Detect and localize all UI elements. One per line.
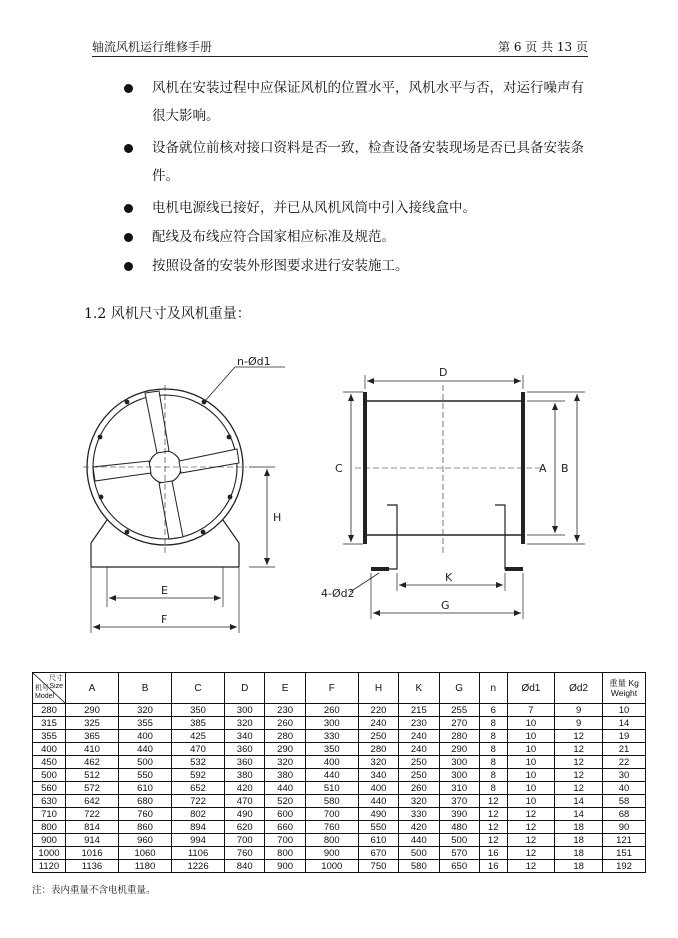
column-header: Ød1 (507, 673, 555, 704)
table-cell: 12 (555, 730, 603, 743)
weight-header-cn: 重量 Kg (609, 678, 639, 688)
table-cell: 215 (399, 704, 439, 717)
table-cell: 800 (305, 834, 358, 847)
table-cell: 490 (225, 808, 265, 821)
table-cell: 660 (265, 821, 305, 834)
section-title: 1.2 风机尺寸及风机重量： (84, 306, 251, 322)
table-cell: 380 (225, 769, 265, 782)
table-cell: 260 (305, 704, 358, 717)
table-cell: 500 (439, 834, 479, 847)
table-cell: 610 (119, 782, 172, 795)
table-cell: 19 (603, 730, 646, 743)
table-cell: 250 (358, 730, 398, 743)
corner-header-cell (33, 673, 66, 704)
table-cell: 8 (479, 717, 507, 730)
table-cell: 700 (305, 808, 358, 821)
table-cell: 240 (399, 743, 439, 756)
list-item: 设备就位前核对接口资料是否一致，检查设备安装现场是否已具备安装条件。 (124, 134, 594, 190)
table-cell: 22 (603, 756, 646, 769)
table-cell: 385 (172, 717, 225, 730)
column-header: B (119, 673, 172, 704)
table-cell: 16 (479, 860, 507, 873)
table-cell: 1016 (66, 847, 119, 860)
table-cell: 12 (507, 808, 555, 821)
table-cell: 420 (399, 821, 439, 834)
table-cell: 360 (225, 756, 265, 769)
label-n-d1: n-Ød1 (237, 355, 271, 368)
list-item: 电机电源线已接好，并已从风机风筒中引入接线盒中。 (124, 194, 594, 222)
table-cell: 722 (66, 808, 119, 821)
table-cell: 400 (305, 756, 358, 769)
table-cell: 40 (603, 782, 646, 795)
column-header: D (225, 673, 265, 704)
table-cell: 470 (225, 795, 265, 808)
table-cell: 12 (555, 756, 603, 769)
table-cell: 420 (225, 782, 265, 795)
table-cell: 151 (603, 847, 646, 860)
table-cell: 1226 (172, 860, 225, 873)
table-cell: 520 (265, 795, 305, 808)
table-cell: 325 (66, 717, 119, 730)
table-cell: 700 (265, 834, 305, 847)
table-cell: 570 (439, 847, 479, 860)
list-item: 配线及布线应符合国家相应标准及规范。 (124, 223, 594, 251)
table-cell: 480 (439, 821, 479, 834)
table-cell: 10 (507, 756, 555, 769)
table-cell: 900 (305, 847, 358, 860)
table-cell: 440 (119, 743, 172, 756)
table-cell: 230 (399, 717, 439, 730)
side-view (343, 375, 585, 619)
table-cell: 440 (265, 782, 305, 795)
model-cell: 315 (33, 717, 66, 730)
table-cell: 9 (555, 717, 603, 730)
label-k: K (445, 571, 453, 584)
table-cell: 700 (225, 834, 265, 847)
table-cell: 600 (265, 808, 305, 821)
model-cell: 400 (33, 743, 66, 756)
label-g: G (441, 599, 450, 612)
table-header-row (33, 673, 646, 704)
table-cell: 550 (358, 821, 398, 834)
table-cell: 1000 (305, 860, 358, 873)
table-cell: 10 (507, 795, 555, 808)
table-cell: 355 (119, 717, 172, 730)
table-cell: 670 (358, 847, 398, 860)
table-cell: 192 (603, 860, 646, 873)
table-cell: 10 (507, 743, 555, 756)
table-cell: 12 (555, 769, 603, 782)
table-cell: 360 (225, 743, 265, 756)
table-cell: 370 (439, 795, 479, 808)
front-view (83, 367, 285, 633)
model-cell: 1000 (33, 847, 66, 860)
table-cell: 320 (399, 795, 439, 808)
table-cell: 12 (479, 795, 507, 808)
table-cell: 410 (66, 743, 119, 756)
table-cell: 290 (66, 704, 119, 717)
table-cell: 14 (555, 795, 603, 808)
column-header: A (66, 673, 119, 704)
table-cell: 680 (119, 795, 172, 808)
table-row (33, 834, 646, 847)
table-cell: 280 (265, 730, 305, 743)
table-cell: 440 (399, 834, 439, 847)
table-cell: 320 (358, 756, 398, 769)
table-cell: 840 (225, 860, 265, 873)
table-cell: 310 (439, 782, 479, 795)
table-cell: 760 (119, 808, 172, 821)
table-cell: 21 (603, 743, 646, 756)
table-cell: 250 (399, 756, 439, 769)
table-cell: 12 (507, 821, 555, 834)
label-c: C (335, 462, 343, 475)
weight-header-en: Weight (610, 688, 638, 698)
table-cell: 760 (305, 821, 358, 834)
table-cell: 365 (66, 730, 119, 743)
table-cell: 12 (555, 782, 603, 795)
table-cell: 425 (172, 730, 225, 743)
table-cell: 255 (439, 704, 479, 717)
table-cell: 12 (507, 847, 555, 860)
table-body (33, 704, 646, 873)
table-cell: 12 (507, 860, 555, 873)
table-cell: 580 (305, 795, 358, 808)
column-header: n (479, 673, 507, 704)
table-cell: 750 (358, 860, 398, 873)
table-cell: 270 (439, 717, 479, 730)
table-cell: 440 (305, 769, 358, 782)
table-cell: 580 (399, 860, 439, 873)
install-notes-list (124, 74, 594, 280)
label-d: D (439, 366, 448, 379)
table-cell: 652 (172, 782, 225, 795)
column-header: F (305, 673, 358, 704)
table-cell: 914 (66, 834, 119, 847)
table-cell: 8 (479, 782, 507, 795)
model-cell: 355 (33, 730, 66, 743)
table-cell: 320 (265, 756, 305, 769)
table-cell: 860 (119, 821, 172, 834)
table-cell: 300 (225, 704, 265, 717)
table-cell: 280 (439, 730, 479, 743)
model-cell: 560 (33, 782, 66, 795)
table-cell: 610 (358, 834, 398, 847)
table-cell: 320 (119, 704, 172, 717)
table-cell: 12 (479, 834, 507, 847)
table-cell: 900 (265, 860, 305, 873)
table-cell: 400 (358, 782, 398, 795)
table-row (33, 821, 646, 834)
table-cell: 500 (399, 847, 439, 860)
table-cell: 18 (555, 821, 603, 834)
table-cell: 240 (399, 730, 439, 743)
table-cell: 58 (603, 795, 646, 808)
table-cell: 7 (507, 704, 555, 717)
table-cell: 1136 (66, 860, 119, 873)
table-cell: 10 (507, 782, 555, 795)
column-header: K (399, 673, 439, 704)
table-cell: 230 (265, 704, 305, 717)
table-cell: 10 (603, 704, 646, 717)
table-cell: 6 (479, 704, 507, 717)
corner-size-en: Size (49, 683, 63, 690)
table-cell: 8 (479, 756, 507, 769)
table-cell: 340 (225, 730, 265, 743)
model-cell: 280 (33, 704, 66, 717)
fan-spec-table (32, 672, 646, 873)
table-cell: 90 (603, 821, 646, 834)
table-cell: 14 (603, 717, 646, 730)
table-row (33, 756, 646, 769)
table-cell: 350 (305, 743, 358, 756)
table-cell: 1106 (172, 847, 225, 860)
table-cell: 280 (358, 743, 398, 756)
table-cell: 400 (119, 730, 172, 743)
table-cell: 12 (479, 808, 507, 821)
table-row (33, 782, 646, 795)
table-cell: 320 (225, 717, 265, 730)
table-row (33, 847, 646, 860)
table-cell: 290 (439, 743, 479, 756)
table-cell: 8 (479, 769, 507, 782)
table-cell: 642 (66, 795, 119, 808)
manual-title: 轴流风机运行维修手册 (92, 40, 213, 54)
table-cell: 260 (399, 782, 439, 795)
corner-size-cn: 尺寸 (49, 675, 63, 682)
table-cell: 250 (399, 769, 439, 782)
table-cell: 800 (265, 847, 305, 860)
table-row (33, 717, 646, 730)
table-cell: 8 (479, 730, 507, 743)
table-cell: 240 (358, 717, 398, 730)
table-cell: 650 (439, 860, 479, 873)
table-cell: 18 (555, 847, 603, 860)
table-cell: 550 (119, 769, 172, 782)
table-cell: 8 (479, 743, 507, 756)
table-row (33, 795, 646, 808)
label-a: A (539, 462, 547, 475)
label-4-d2: 4-Ød2 (321, 587, 355, 600)
label-f: F (161, 613, 168, 626)
table-cell: 814 (66, 821, 119, 834)
table-row (33, 743, 646, 756)
table-cell: 510 (305, 782, 358, 795)
corner-model-en: Model (35, 693, 55, 700)
table-row (33, 808, 646, 821)
table-cell: 350 (172, 704, 225, 717)
table-cell: 1060 (119, 847, 172, 860)
label-h: H (273, 511, 282, 524)
weight-header (603, 673, 646, 704)
table-cell: 462 (66, 756, 119, 769)
table-cell: 68 (603, 808, 646, 821)
table-cell: 260 (265, 717, 305, 730)
list-item: 按照设备的安装外形图要求进行安装施工。 (124, 252, 594, 280)
label-e: E (161, 584, 168, 597)
table-cell: 894 (172, 821, 225, 834)
column-header: E (265, 673, 305, 704)
page-header (92, 38, 588, 57)
table-cell: 10 (507, 730, 555, 743)
list-item: 风机在安装过程中应保证风机的位置水平，风机水平与否，对运行噪声有很大影响。 (124, 74, 594, 130)
table-cell: 722 (172, 795, 225, 808)
table-cell: 121 (603, 834, 646, 847)
table-cell: 18 (555, 860, 603, 873)
table-cell: 572 (66, 782, 119, 795)
table-cell: 9 (555, 704, 603, 717)
table-cell: 330 (399, 808, 439, 821)
table-cell: 290 (265, 743, 305, 756)
column-header: C (172, 673, 225, 704)
table-cell: 532 (172, 756, 225, 769)
page-number: 第 6 页 共 13 页 (498, 40, 588, 54)
table-cell: 1180 (119, 860, 172, 873)
table-cell: 802 (172, 808, 225, 821)
table-note: 注：表内重量不含电机重量。 (32, 885, 156, 896)
table-cell: 760 (225, 847, 265, 860)
table-cell: 12 (555, 743, 603, 756)
table-cell: 300 (439, 769, 479, 782)
model-cell: 500 (33, 769, 66, 782)
fan-dimension-drawing (75, 345, 595, 635)
table-cell: 490 (358, 808, 398, 821)
table-cell: 960 (119, 834, 172, 847)
model-cell: 630 (33, 795, 66, 808)
table-cell: 330 (305, 730, 358, 743)
table-row (33, 704, 646, 717)
table-cell: 340 (358, 769, 398, 782)
model-cell: 900 (33, 834, 66, 847)
column-header: Ød2 (555, 673, 603, 704)
model-cell: 450 (33, 756, 66, 769)
table-cell: 380 (265, 769, 305, 782)
table-row (33, 730, 646, 743)
table-cell: 500 (119, 756, 172, 769)
table-cell: 592 (172, 769, 225, 782)
label-b: B (561, 462, 569, 475)
table-cell: 12 (479, 821, 507, 834)
table-row (33, 860, 646, 873)
table-cell: 440 (358, 795, 398, 808)
column-header: G (439, 673, 479, 704)
table-cell: 994 (172, 834, 225, 847)
table-cell: 512 (66, 769, 119, 782)
corner-model-cn: 机号 (35, 685, 49, 692)
table-row (33, 769, 646, 782)
table-cell: 30 (603, 769, 646, 782)
table-cell: 300 (305, 717, 358, 730)
table-cell: 18 (555, 834, 603, 847)
table-cell: 470 (172, 743, 225, 756)
model-cell: 800 (33, 821, 66, 834)
column-header: H (358, 673, 398, 704)
table-cell: 300 (439, 756, 479, 769)
table-cell: 14 (555, 808, 603, 821)
model-cell: 710 (33, 808, 66, 821)
model-cell: 1120 (33, 860, 66, 873)
table-cell: 10 (507, 769, 555, 782)
table-cell: 16 (479, 847, 507, 860)
table-cell: 12 (507, 834, 555, 847)
table-cell: 10 (507, 717, 555, 730)
table-cell: 620 (225, 821, 265, 834)
table-cell: 390 (439, 808, 479, 821)
table-cell: 220 (358, 704, 398, 717)
